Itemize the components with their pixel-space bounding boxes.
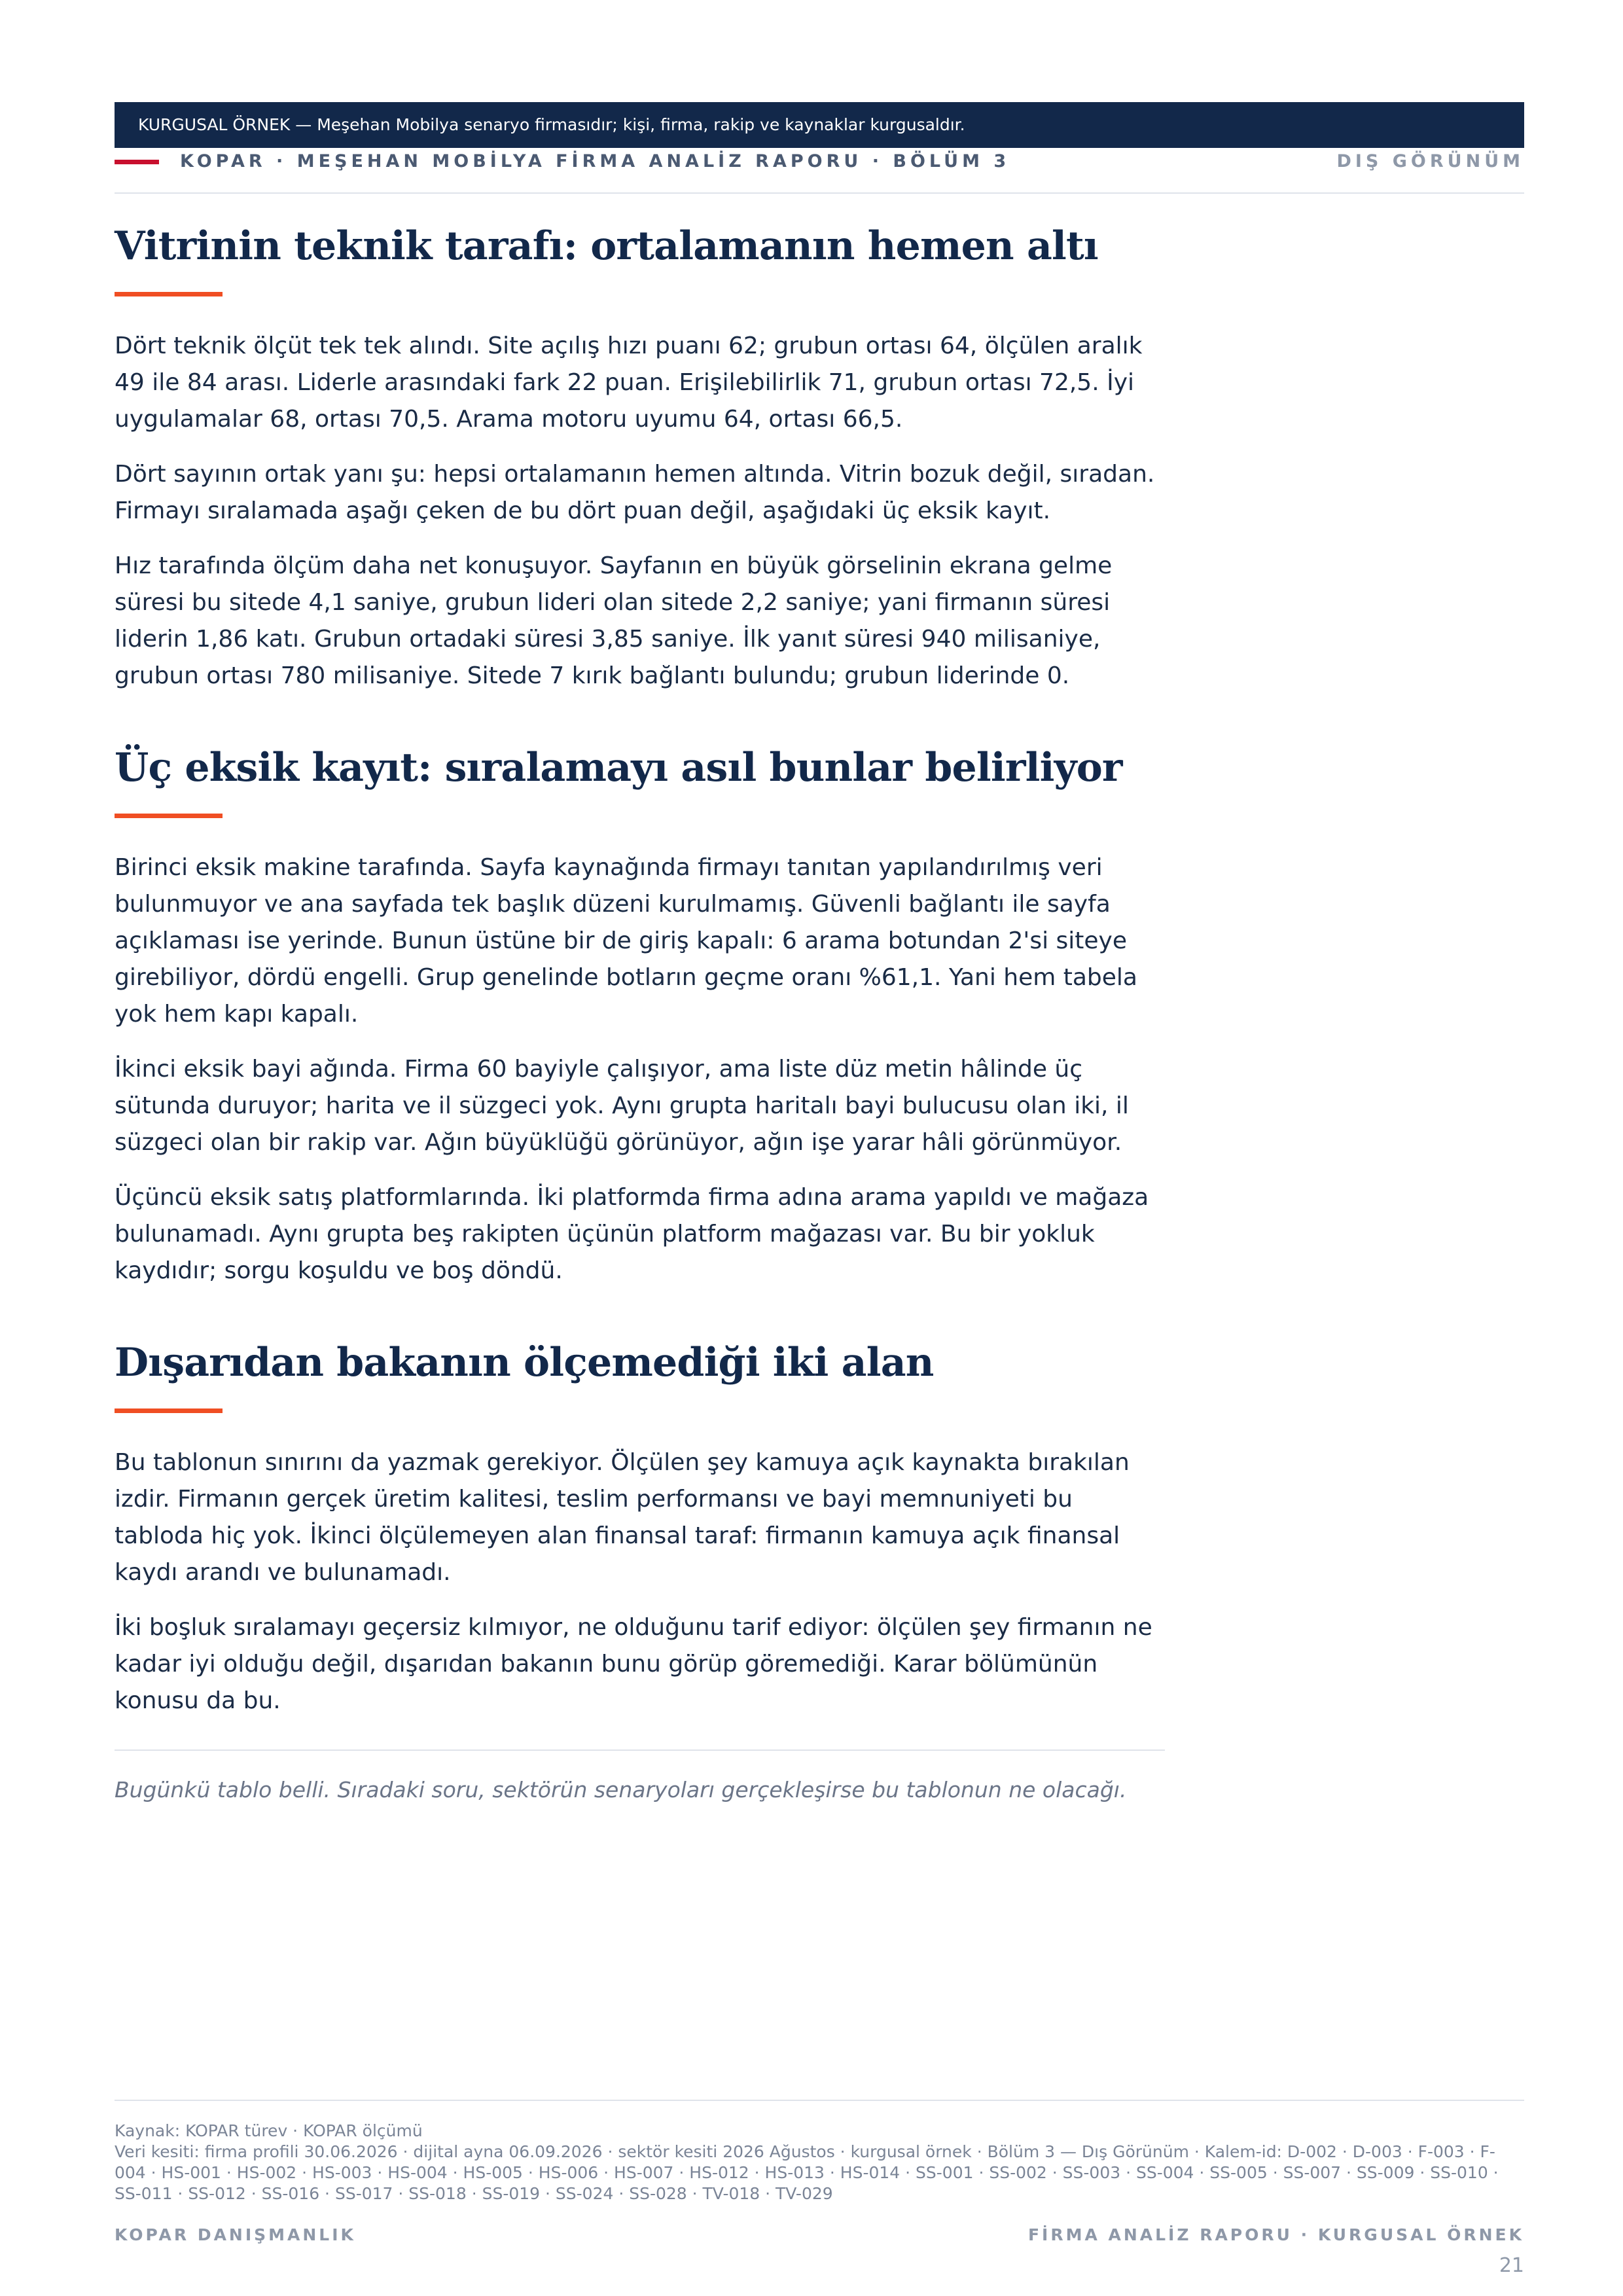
page-number: 21: [1499, 2254, 1524, 2277]
running-header-section: DIŞ GÖRÜNÜM: [1336, 151, 1524, 171]
section-missing-records: [115, 744, 1165, 1289]
section-heading: Vitrinin teknik tarafı: ortalamanın hemen altı: [115, 223, 1098, 269]
section-technical: [115, 223, 1165, 694]
heading-underline: [115, 292, 223, 296]
section-unmeasured: [115, 1339, 1165, 1719]
heading-underline: [115, 814, 223, 818]
running-header-title: KOPAR · MEŞEHAN MOBİLYA FİRMA ANALİZ RAPORU · BÖLÜM 3: [180, 151, 1010, 171]
paragraph: Dört sayının ortak yanı şu: hepsi ortalamanın hemen altında. Vitrin bozuk değil, sıradan. Firmayı sıralamada aşağı çeken de bu dört puan değil, aşağıdaki üç eksik kayıt.: [115, 461, 1155, 524]
footer-report-label: FİRMA ANALİZ RAPORU · KURGUSAL ÖRNEK: [1027, 2225, 1524, 2244]
paragraph: Birinci eksik makine tarafında. Sayfa kaynağında firmayı tanıtan yapılandırılmış veri bulunmuyor ve ana sayfada tek başlık düzeni kurulmamış. Güvenli bağlantı ile sayfa açıklaması ise yerinde. Bunun üstüne bir de giriş kapalı: 6 arama botundan 2'si siteye girebiliyor, dördü engelli. Grup genelinde botların geçme oranı %61,1. Yani hem tabela yok hem kapı kapalı.: [115, 854, 1137, 1028]
footer-source: Kaynak: KOPAR türev · KOPAR ölçümü: [115, 2121, 423, 2140]
section-heading: Dışarıdan bakanın ölçemediği iki alan: [115, 1340, 934, 1386]
paragraph: İkinci eksik bayi ağında. Firma 60 bayiyle çalışıyor, ama liste düz metin hâlinde üç sütunda duruyor; harita ve il süzgeci yok. Aynı grupta haritalı bayi bulucusu olan iki, il süzgeci olan bir rakip var. Ağın büyüklüğü görünüyor, ağın işe yarar hâli görünmüyor.: [115, 1056, 1129, 1156]
heading-underline: [115, 1408, 223, 1413]
main-content: [115, 223, 1165, 1806]
paragraph: Üçüncü eksik satış platformlarında. İki platformda firma adına arama yapıldı ve mağaza bulunamadı. Aynı grupta beş rakipten üçünün platform mağazası var. Bu bir yokluk kaydıdır; sorgu koşuldu ve boş döndü.: [115, 1184, 1149, 1284]
accent-mark: [115, 160, 159, 164]
fictional-example-banner: KURGUSAL ÖRNEK — Meşehan Mobilya senaryo firmasıdır; kişi, firma, rakip ve kaynaklar kurgusaldır.: [115, 102, 1524, 148]
paragraph: Hız tarafında ölçüm daha net konuşuyor. Sayfanın en büyük görselinin ekrana gelme süresi bu sitede 4,1 saniye, grubun lideri olan sitede 2,2 saniye; yani firmanın süresi liderin 1,86 katı. Grubun ortadaki süresi 3,85 saniye. İlk yanıt süresi 940 milisaniye, grubun ortası 780 milisaniye. Sitede 7 kırık bağlantı bulundu; grubun liderinde 0.: [115, 552, 1113, 689]
footer-bar: [115, 2225, 1524, 2251]
paragraph: İki boşluk sıralamayı geçersiz kılmıyor, ne olduğunu tarif ediyor: ölçülen şey firmanın ne kadar iyi olduğu değil, dışarıdan bakanın bunu görüp göremediği. Karar bölümünün konusu da bu.: [115, 1614, 1152, 1714]
footer: [115, 2100, 1524, 2204]
closing-note: Bugünkü tablo belli. Sıradaki soru, sektörün senaryoları gerçekleşirse bu tablonun ne olacağı.: [115, 1777, 1127, 1803]
paragraph: Dört teknik ölçüt tek tek alındı. Site açılış hızı puanı 62; grubun ortası 64, ölçülen aralık 49 ile 84 arası. Liderle arasındaki fark 22 puan. Erişilebilirlik 71, grubun ortası 72,5. İyi uygulamalar 68, ortası 70,5. Arama motoru uyumu 64, ortası 66,5.: [115, 332, 1143, 433]
running-header: [115, 148, 1524, 194]
paragraph: Bu tablonun sınırını da yazmak gerekiyor. Ölçülen şey kamuya açık kaynakta bırakılan izdir. Firmanın gerçek üretim kalitesi, teslim performansı ve bayi memnuniyeti bu tabloda hiç yok. İkinci ölçülemeyen alan finansal taraf: firmanın kamuya açık finansal kaydı arandı ve bulunamadı.: [115, 1449, 1130, 1586]
footer-data-cut: Veri kesiti: firma profili 30.06.2026 · dijital ayna 06.09.2026 · sektör kesiti 2026 Ağustos · kurgusal örnek · Bölüm 3 — Dış Görünüm · Kalem-id: D-002 · D-003 · F-003 · F-004 · HS-001 · HS-002 · HS-003 · HS-004 · HS-005 · HS-006 · HS-007 · HS-012 · HS-013 · HS-014 · SS-001 · SS-002 · SS-003 · SS-004 · SS-005 · SS-007 · SS-009 · SS-010 · SS-011 · SS-012 · SS-016 · SS-017 · SS-018 · SS-019 · SS-024 · SS-028 · TV-018 · TV-029: [115, 2142, 1499, 2203]
divider: [115, 1749, 1165, 1751]
footer-company: KOPAR DANIŞMANLIK: [115, 2225, 356, 2244]
section-heading: Üç eksik kayıt: sıralamayı asıl bunlar belirliyor: [115, 745, 1122, 791]
